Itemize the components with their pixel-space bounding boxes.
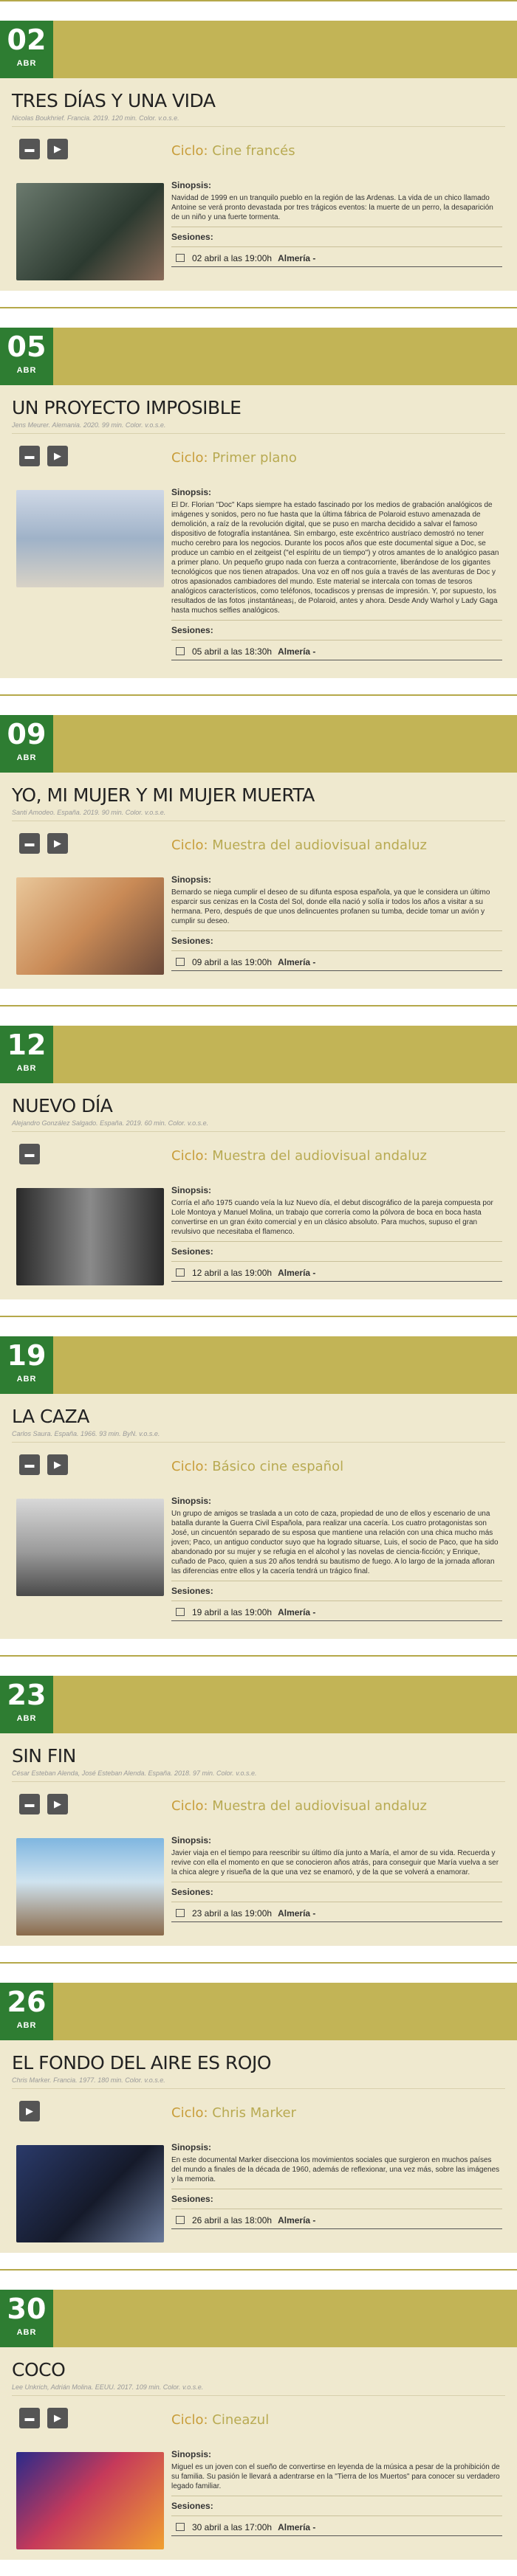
sessions-label: Sesiones: <box>171 2496 502 2516</box>
film-meta: Nicolas Boukhrief. Francia. 2019. 120 min. Color. v.o.s.e. <box>12 114 505 127</box>
month-label: ABR <box>16 1375 37 1384</box>
session-row[interactable] <box>171 247 502 267</box>
date-header <box>0 328 517 385</box>
action-icons <box>19 1454 75 1475</box>
date-header <box>0 715 517 773</box>
calendar-icon <box>176 1608 185 1616</box>
action-icons <box>19 2408 75 2428</box>
date-header <box>0 2290 517 2347</box>
film-title[interactable]: COCO <box>12 2359 66 2380</box>
month-label: ABR <box>16 2021 37 2030</box>
session-venue: Almería - <box>278 1268 316 1278</box>
ciclo-label: Ciclo: <box>171 1798 208 1814</box>
separator <box>0 0 517 1</box>
play-icon[interactable]: ▶ <box>47 2408 68 2428</box>
film-still[interactable] <box>16 877 164 975</box>
session-venue: Almería - <box>278 1607 316 1617</box>
ciclo-name[interactable]: Muestra del audiovisual andaluz <box>212 838 427 853</box>
ciclo-label: Ciclo: <box>171 1459 208 1474</box>
film-title[interactable]: SIN FIN <box>12 1745 76 1767</box>
date-badge <box>0 1336 53 1394</box>
day-number: 09 <box>7 718 47 750</box>
ticket-icon[interactable]: ▬ <box>19 1794 40 1814</box>
session-row[interactable] <box>171 2516 502 2536</box>
date-header <box>0 1336 517 1394</box>
session-venue: Almería - <box>278 2522 316 2532</box>
month-label: ABR <box>16 1064 37 1073</box>
date-badge <box>0 1676 53 1733</box>
ciclo-line <box>171 1148 427 1164</box>
synopsis-text: En este documental Marker disecciona los movimientos sociales que surgieron en muchos países del mundo a finales de la década de 1960, además de reflexionar, una vez más, sobre las imágenes y la memoria. <box>171 2155 502 2189</box>
sessions-label: Sesiones: <box>171 931 502 951</box>
synopsis-label: Sinopsis: <box>171 2142 212 2152</box>
session-venue: Almería - <box>278 1908 316 1919</box>
film-still[interactable] <box>16 2145 164 2242</box>
ciclo-name[interactable]: Muestra del audiovisual andaluz <box>212 1798 427 1814</box>
film-still[interactable] <box>16 2452 164 2549</box>
film-meta: Santi Amodeo. España. 2019. 90 min. Color. v.o.s.e. <box>12 809 505 821</box>
session-row[interactable] <box>171 2209 502 2229</box>
ciclo-line <box>171 450 297 466</box>
film-meta: Jens Meurer. Alemania. 2020. 99 min. Color. v.o.s.e. <box>12 421 505 434</box>
session-row[interactable] <box>171 1262 502 1282</box>
ciclo-name[interactable]: Muestra del audiovisual andaluz <box>212 1148 427 1164</box>
date-badge <box>0 1983 53 2040</box>
separator <box>0 307 517 308</box>
film-meta: César Esteban Alenda, José Esteban Alenda. España. 2018. 97 min. Color. v.o.s.e. <box>12 1769 505 1782</box>
date-badge <box>0 328 53 385</box>
synopsis-label: Sinopsis: <box>171 2449 212 2459</box>
ciclo-label: Ciclo: <box>171 450 208 466</box>
sessions-label: Sesiones: <box>171 621 502 640</box>
session-when: 09 abril a las 19:00h <box>192 957 273 967</box>
action-icons <box>19 446 75 466</box>
play-icon[interactable]: ▶ <box>47 833 68 854</box>
play-icon[interactable]: ▶ <box>47 446 68 466</box>
film-card <box>0 1676 517 1946</box>
session-row[interactable] <box>171 640 502 660</box>
date-header <box>0 21 517 78</box>
day-number: 05 <box>7 331 47 363</box>
date-header <box>0 1676 517 1733</box>
sessions-label: Sesiones: <box>171 227 502 247</box>
film-card <box>0 1026 517 1299</box>
ciclo-name[interactable]: Cine francés <box>212 143 295 159</box>
day-number: 02 <box>7 24 47 56</box>
month-label: ABR <box>16 59 37 68</box>
ciclo-line <box>171 2105 296 2121</box>
session-venue: Almería - <box>278 253 316 263</box>
action-icons <box>19 1794 75 1814</box>
synopsis-label: Sinopsis: <box>171 1185 212 1195</box>
action-icons <box>19 833 75 854</box>
synopsis-text: Miguel es un joven con el sueño de convertirse en leyenda de la música a pesar de la prohibición de su familia. Su pasión le llevará a adentrarse en la "Tierra de los Muertos" para conocer su verdadero legado familiar. <box>171 2462 502 2496</box>
synopsis-label: Sinopsis: <box>171 180 212 190</box>
ciclo-name[interactable]: Primer plano <box>212 450 297 466</box>
calendar-icon <box>176 1268 185 1277</box>
month-label: ABR <box>16 753 37 762</box>
film-meta: Carlos Saura. España. 1966. 93 min. ByN. v.o.s.e. <box>12 1430 505 1443</box>
ticket-icon[interactable]: ▬ <box>19 2408 40 2428</box>
date-badge <box>0 2290 53 2347</box>
session-when: 23 abril a las 19:00h <box>192 1908 273 1919</box>
sessions-label: Sesiones: <box>171 2189 502 2209</box>
synopsis-text: Javier viaja en el tiempo para reescribir su último día junto a María, el amor de su vida. Recuerda y revive con ella el momento en que se conocieron años atrás, para conseguir que María vuelva a ser la chica alegre y risueña de la que una vez se enamoró, y de la que se volverá a enamorar. <box>171 1848 502 1882</box>
play-icon[interactable]: ▶ <box>47 1794 68 1814</box>
ciclo-label: Ciclo: <box>171 1148 208 1164</box>
ticket-icon[interactable]: ▬ <box>19 1144 40 1164</box>
session-when: 30 abril a las 17:00h <box>192 2522 273 2532</box>
session-row[interactable] <box>171 1601 502 1621</box>
session-venue: Almería - <box>278 957 316 967</box>
calendar-icon <box>176 2216 185 2224</box>
sessions-label: Sesiones: <box>171 1242 502 1262</box>
session-when: 05 abril a las 18:30h <box>192 646 273 657</box>
film-still[interactable] <box>16 1499 164 1596</box>
day-number: 23 <box>7 1679 47 1711</box>
ticket-icon[interactable]: ▬ <box>19 833 40 854</box>
synopsis-label: Sinopsis: <box>171 487 212 497</box>
play-icon[interactable]: ▶ <box>19 2101 40 2121</box>
action-icons <box>19 2101 47 2121</box>
session-when: 26 abril a las 18:00h <box>192 2215 273 2225</box>
separator <box>0 1655 517 1657</box>
film-title[interactable]: NUEVO DÍA <box>12 1095 113 1116</box>
session-when: 12 abril a las 19:00h <box>192 1268 273 1278</box>
day-number: 12 <box>7 1029 47 1061</box>
ciclo-label: Ciclo: <box>171 2412 208 2428</box>
ciclo-name[interactable]: Chris Marker <box>212 2105 296 2121</box>
play-icon[interactable]: ▶ <box>47 139 68 159</box>
date-badge <box>0 715 53 773</box>
ciclo-name[interactable]: Básico cine español <box>212 1459 344 1474</box>
separator <box>0 694 517 696</box>
synopsis-label: Sinopsis: <box>171 1835 212 1845</box>
ciclo-name[interactable]: Cineazul <box>212 2412 270 2428</box>
ciclo-line <box>171 143 295 159</box>
film-still[interactable] <box>16 183 164 280</box>
film-card <box>0 2290 517 2560</box>
session-when: 02 abril a las 19:00h <box>192 253 273 263</box>
synopsis-text: Navidad de 1999 en un tranquilo pueblo en la región de las Ardenas. La vida de un chico llamado Antoine se verá pronto devastada por tres trágicos eventos: la muerte de un perro, la desaparición de un niño y una fuerte tormenta. <box>171 193 502 227</box>
synopsis-label: Sinopsis: <box>171 1496 212 1506</box>
film-card <box>0 715 517 989</box>
date-badge <box>0 1026 53 1083</box>
film-card <box>0 1336 517 1639</box>
synopsis-text: Bernardo se niega cumplir el deseo de su difunta esposa española, ya que le considera un último esparcir sus cenizas en la Costa del Sol, donde ella nació y solía ir todos los años a visitar a su hermana. Pero, después de que unos delincuentes profanen su tumba, decide tomar un avión y cumplir su deseo. <box>171 888 502 931</box>
date-badge <box>0 21 53 78</box>
film-title[interactable]: YO, MI MUJER Y MI MUJER MUERTA <box>12 784 315 806</box>
month-label: ABR <box>16 2328 37 2337</box>
day-number: 26 <box>7 1986 47 2018</box>
action-icons <box>19 139 75 159</box>
film-meta: Lee Unkrich, Adrián Molina. EEUU. 2017. 109 min. Color. v.o.s.e. <box>12 2383 505 2396</box>
calendar-icon <box>176 1909 185 1917</box>
month-label: ABR <box>16 1714 37 1723</box>
sessions-label: Sesiones: <box>171 1882 502 1902</box>
calendar-icon <box>176 254 185 262</box>
separator <box>0 2269 517 2271</box>
session-row[interactable] <box>171 1902 502 1922</box>
ticket-icon[interactable]: ▬ <box>19 446 40 466</box>
day-number: 30 <box>7 2293 47 2325</box>
ciclo-label: Ciclo: <box>171 838 208 853</box>
action-icons <box>19 1144 47 1164</box>
ciclo-line <box>171 1459 343 1474</box>
ciclo-line <box>171 1798 427 1814</box>
session-when: 19 abril a las 19:00h <box>192 1607 273 1617</box>
film-title[interactable]: UN PROYECTO IMPOSIBLE <box>12 397 242 418</box>
calendar-icon <box>176 2523 185 2531</box>
film-title[interactable]: EL FONDO DEL AIRE ES ROJO <box>12 2052 272 2073</box>
session-venue: Almería - <box>278 646 316 657</box>
separator <box>0 1316 517 1317</box>
session-row[interactable] <box>171 951 502 971</box>
sessions-label: Sesiones: <box>171 1581 502 1601</box>
ciclo-label: Ciclo: <box>171 2105 208 2121</box>
film-card <box>0 1983 517 2253</box>
date-header <box>0 1983 517 2040</box>
synopsis-text: Un grupo de amigos se traslada a un coto de caza, propiedad de uno de ellos y escenario de una batalla durante la Guerra Civil Española, para realizar una cacería. Los cuatro protagonistas son José, un cincuentón separado de su esposa que mantiene una relación con una chica mucho más joven; Paco, un antiguo conductor suyo que ha logrado situarse, Luis, el socio de Paco, que ha sido abandonado por su mujer y se refugia en el alcohol y las novelas de ciencia-ficción; y Enrique, cuñado de Paco, quien a sus 20 años tendrá su bautismo de fuego. A lo largo de la jornada afloran las diferencias entre ellos y la cacería tendrá un trágico final. <box>171 1509 502 1581</box>
film-meta: Chris Marker. Francia. 1977. 180 min. Color. v.o.s.e. <box>12 2076 505 2089</box>
film-still[interactable] <box>16 490 164 587</box>
ciclo-label: Ciclo: <box>171 143 208 159</box>
film-card <box>0 21 517 291</box>
separator <box>0 1005 517 1006</box>
film-meta: Alejandro González Salgado. España. 2019. 60 min. Color. v.o.s.e. <box>12 1119 505 1132</box>
film-card <box>0 328 517 678</box>
film-still[interactable] <box>16 1838 164 1936</box>
date-header <box>0 1026 517 1083</box>
synopsis-text: Corría el año 1975 cuando veía la luz Nuevo día, el debut discográfico de la pareja compuesta por Lole Montoya y Manuel Molina, un trabajo que correría como la pólvora de boca en boca hasta convertirse en un gran éxito comercial y en un clásico absoluto. Para muchos, supuso el gran revulsivo que necesitaba el flamenco. <box>171 1198 502 1242</box>
ticket-icon[interactable]: ▬ <box>19 139 40 159</box>
film-still[interactable] <box>16 1188 164 1285</box>
ciclo-line <box>171 838 427 853</box>
synopsis-text: El Dr. Florian "Doc" Kaps siempre ha estado fascinado por los medios de grabación analógicos de imágenes y sonidos, pero no fue hasta que la última fábrica de Polaroid estuvo amenazada de demolición, a raíz de la revolución digital, que se puso en marcha decidido a salvar el famoso dispositivo de fotografía instantánea. Sin embargo, este excéntrico austríaco demostró no tener mucho cerebro para los negocios. Durante los pocos años que este documental sigue a Doc, se produce un cambio en el zeitgeist ("el espíritu de un tiempo") y otros amantes de lo analógico pasan a primer plano. Un pequeño grupo nada con fuerza a contracorriente, liberándose de los gigantes tecnológicos que nos tienen atrapados. Una voz en off nos guía a través de las aventuras de Doc y otros apasionados cambiadores del mundo. Este material se intercala con tomas de tesoros analógicos característicos, como teléfonos, tocadiscos y prensas de impresión. Y, por supuesto, los resultados de las fotos ¡instantáneas¡, de Polaroid, antes y ahora. Desde Andy Warhol y Lady Gaga hasta muchos selfies analógicos. <box>171 500 502 621</box>
calendar-icon <box>176 647 185 655</box>
day-number: 19 <box>7 1339 47 1372</box>
play-icon[interactable]: ▶ <box>47 1454 68 1475</box>
month-label: ABR <box>16 366 37 375</box>
film-title[interactable]: TRES DÍAS Y UNA VIDA <box>12 90 216 111</box>
synopsis-label: Sinopsis: <box>171 874 212 885</box>
calendar-icon <box>176 958 185 966</box>
film-title[interactable]: LA CAZA <box>12 1406 89 1427</box>
separator <box>0 1962 517 1964</box>
session-venue: Almería - <box>278 2215 316 2225</box>
ticket-icon[interactable]: ▬ <box>19 1454 40 1475</box>
ciclo-line <box>171 2412 269 2428</box>
